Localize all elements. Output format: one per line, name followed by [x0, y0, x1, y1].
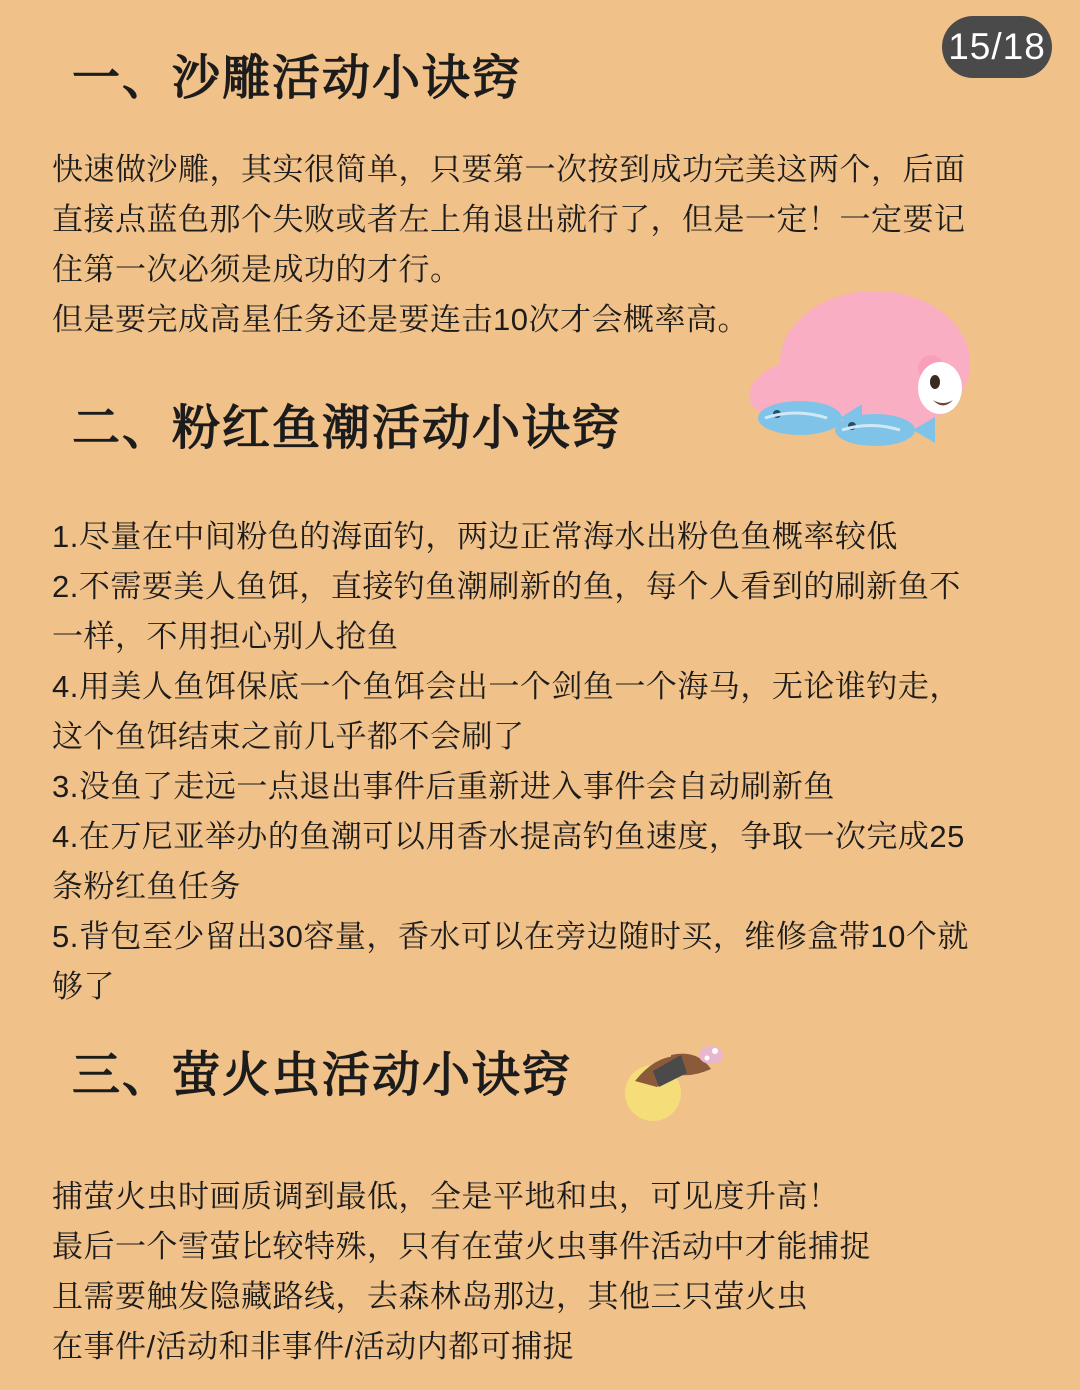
body-line: 4.在万尼亚举办的鱼潮可以用香水提高钓鱼速度，争取一次完成25 [52, 819, 965, 854]
body-line: 4.用美人鱼饵保底一个鱼饵会出一个剑鱼一个海马，无论谁钓走， [52, 669, 961, 704]
body-line: 在事件/活动和非事件/活动内都可捕捉 [52, 1329, 575, 1364]
body-line: 1.尽量在中间粉色的海面钓，两边正常海水出粉色鱼概率较低 [52, 519, 898, 554]
body-line: 且需要触发隐藏路线，去森林岛那边，其他三只萤火虫 [52, 1279, 808, 1314]
body-line: 住第一次必须是成功的才行。 [52, 252, 462, 287]
body-line: 快速做沙雕，其实很简单，只要第一次按到成功完美这两个，后面 [52, 152, 966, 187]
page-counter-badge: 15/18 [942, 16, 1052, 78]
section-title-3: 三、萤火虫活动小诀窍 [72, 1049, 573, 1102]
section-title-2: 二、粉红鱼潮活动小诀窍 [72, 402, 623, 455]
pink-blob-sticker [735, 278, 975, 478]
section-body-2 [52, 512, 982, 1012]
mushroom-firefly-sticker [615, 1035, 735, 1125]
section-title-1: 一、沙雕活动小诀窍 [72, 52, 523, 105]
body-line: 最后一个雪萤比较特殊，只有在萤火虫事件活动中才能捕捉 [52, 1229, 871, 1264]
body-line: 5.背包至少留出30容量，香水可以在旁边随时买，维修盒带10个就 [52, 919, 969, 954]
body-line: 3.没鱼了走远一点退出事件后重新进入事件会自动刷新鱼 [52, 769, 835, 804]
body-line: 这个鱼饵结束之前几乎都不会刷了 [52, 719, 525, 754]
body-line: 够了 [52, 969, 115, 1004]
body-line: 直接点蓝色那个失败或者左上角退出就行了，但是一定！一定要记 [52, 202, 966, 237]
body-line: 一样，不用担心别人抢鱼 [52, 619, 399, 654]
body-line: 但是要完成高星任务还是要连击10次才会概率高。 [52, 302, 749, 337]
body-line: 捕萤火虫时画质调到最低，全是平地和虫，可见度升高！ [52, 1179, 840, 1214]
body-line: 条粉红鱼任务 [52, 869, 241, 904]
section-body-3 [52, 1172, 982, 1372]
body-line: 2.不需要美人鱼饵，直接钓鱼潮刷新的鱼，每个人看到的刷新鱼不 [52, 569, 961, 604]
